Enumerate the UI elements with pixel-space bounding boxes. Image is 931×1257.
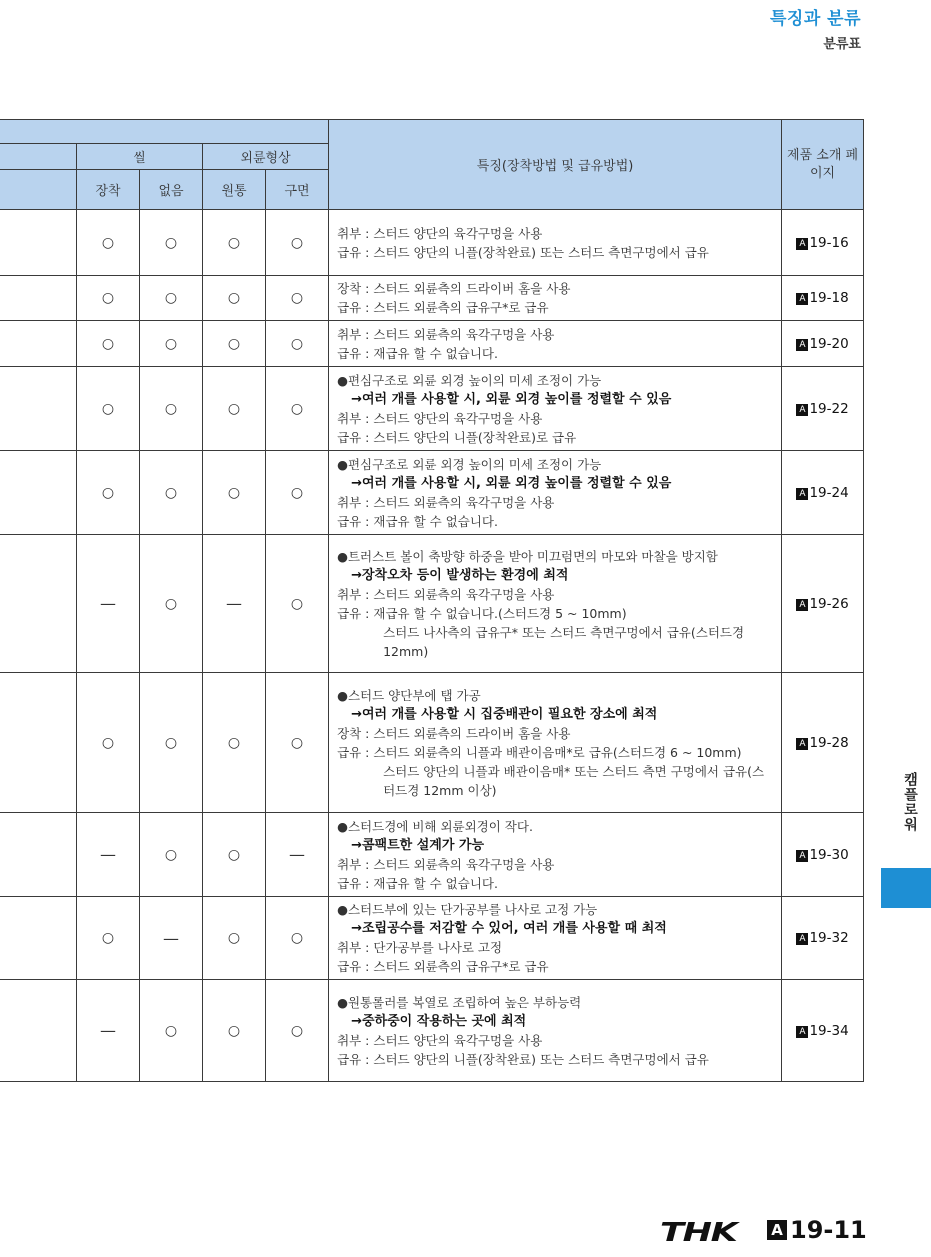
row-blank-cell	[0, 897, 77, 980]
feature-text: ●스터드 양단부에 탭 가공	[337, 687, 481, 703]
cylindrical-mark: ○	[203, 451, 266, 535]
method-line: 취부 : 스터드 외륜측의 육각구멍을 사용	[337, 494, 555, 510]
method-line: 급유 : 스터드 외륜측의 급유구*로 급유	[337, 959, 549, 974]
features-cell	[329, 980, 782, 1082]
method-line: 급유 : 재급유 할 수 없습니다.(스터드경 5 ~ 10mm)	[337, 605, 627, 621]
table-row	[0, 321, 864, 367]
features-cell	[329, 535, 782, 673]
page-link-text: 19-18	[809, 290, 849, 306]
page-prefix-icon: A	[796, 850, 808, 862]
page-link-text: 19-32	[809, 930, 849, 946]
page-link-text: 19-22	[809, 400, 849, 417]
table-row	[0, 980, 864, 1082]
page-link-text: 19-26	[809, 595, 849, 612]
page-prefix-icon: A	[796, 293, 808, 305]
page-link-text: 19-16	[809, 234, 849, 251]
row-blank-cell	[0, 535, 77, 673]
page-link[interactable]	[782, 451, 864, 535]
cylindrical-mark: ○	[203, 673, 266, 813]
row-blank-cell	[0, 980, 77, 1082]
seal-yes-mark: ○	[77, 321, 140, 367]
table-row	[0, 367, 864, 451]
method-line: 취부 : 스터드 양단의 육각구멍을 사용	[337, 1032, 543, 1048]
header-seal-yes: 장착	[77, 170, 140, 210]
spherical-mark: ○	[266, 451, 329, 535]
spherical-mark: ○	[266, 897, 329, 980]
feature-highlight: →여러 개를 사용할 시, 외륜 외경 높이를 정렬할 수 있음	[351, 475, 672, 491]
method-line: 급유 : 스터드 양단의 니플(장착완료) 또는 스터드 측면구멍에서 급유	[337, 244, 709, 260]
features-cell	[329, 673, 782, 813]
spherical-mark: ○	[266, 210, 329, 276]
footer-page-number	[767, 1216, 867, 1244]
spherical-mark: ○	[266, 980, 329, 1082]
page-prefix-icon: A	[796, 738, 808, 750]
classification-table	[0, 119, 864, 1082]
features-cell	[329, 276, 782, 321]
method-extra-line: 스터드 나사측의 급유구* 또는 스터드 측면구멍에서 급유(스터드경 12mm)	[383, 624, 745, 659]
row-blank-cell	[0, 367, 77, 451]
seal-yes-mark: ○	[77, 210, 140, 276]
seal-no-mark: ○	[140, 813, 203, 897]
seal-yes-mark: —	[77, 535, 140, 673]
table-row	[0, 276, 864, 321]
cylindrical-mark: ○	[203, 813, 266, 897]
feature-highlight: →장착오차 등이 발생하는 환경에 최적	[351, 567, 569, 583]
table-row	[0, 813, 864, 897]
cylindrical-mark: ○	[203, 897, 266, 980]
page-link[interactable]	[782, 367, 864, 451]
feature-highlight: →여러 개를 사용할 시 집중배관이 필요한 장소에 최적	[351, 706, 658, 722]
seal-yes-mark: ○	[77, 276, 140, 321]
header-page: 제품 소개 페이지	[782, 120, 864, 210]
method-line: 취부 : 스터드 양단의 육각구멍을 사용	[337, 225, 543, 241]
page-link[interactable]	[782, 897, 864, 980]
features-cell	[329, 897, 782, 980]
spherical-mark: ○	[266, 367, 329, 451]
section-subtitle: 분류표	[823, 37, 861, 52]
row-blank-cell	[0, 813, 77, 897]
cylindrical-mark: ○	[203, 321, 266, 367]
page-link[interactable]	[782, 673, 864, 813]
page-prefix-icon: A	[796, 599, 808, 611]
page-prefix-icon: A	[796, 933, 808, 945]
page-link-text: 19-34	[809, 1022, 849, 1039]
method-line: 급유 : 재급유 할 수 없습니다.	[337, 345, 498, 361]
page-link-text: 19-30	[809, 846, 849, 863]
seal-no-mark: ○	[140, 673, 203, 813]
method-line: 장착 : 스터드 외륜측의 드라이버 홈을 사용	[337, 725, 571, 741]
page-link[interactable]	[782, 813, 864, 897]
page-link[interactable]	[782, 321, 864, 367]
features-cell	[329, 451, 782, 535]
row-blank-cell	[0, 276, 77, 321]
method-line: 급유 : 스터드 외륜측의 급유구*로 급유	[337, 300, 549, 315]
seal-yes-mark: ○	[77, 367, 140, 451]
method-extra-line: 스터드 양단의 니플과 배관이음매* 또는 스터드 측면 구멍에서 급유(스터드경 12mm 이상)	[383, 763, 765, 798]
feature-text: ●트러스트 볼이 축방향 하중을 받아 미끄럼면의 마모와 마찰을 방지함	[337, 548, 718, 564]
table-row	[0, 673, 864, 813]
page-prefix-icon: A	[796, 1026, 808, 1038]
method-line: 급유 : 스터드 양단의 니플(장착완료)로 급유	[337, 429, 577, 445]
feature-highlight: →여러 개를 사용할 시, 외륜 외경 높이를 정렬할 수 있음	[351, 391, 672, 407]
header-outer-shape: 외륜형상	[203, 144, 329, 170]
page-link-text: 19-24	[809, 484, 849, 501]
features-cell	[329, 321, 782, 367]
spherical-mark: ○	[266, 673, 329, 813]
page-prefix-icon: A	[796, 339, 808, 351]
features-cell	[329, 367, 782, 451]
cylindrical-mark: ○	[203, 210, 266, 276]
seal-no-mark: ○	[140, 210, 203, 276]
page-link-text: 19-28	[809, 734, 849, 751]
page-prefix-icon: A	[796, 238, 808, 250]
seal-yes-mark: ○	[77, 673, 140, 813]
feature-text: ●편심구조로 외륜 외경 높이의 미세 조정이 가능	[337, 456, 602, 472]
table-body	[0, 210, 864, 1082]
seal-yes-mark: ○	[77, 897, 140, 980]
seal-no-mark: ○	[140, 535, 203, 673]
table-row	[0, 535, 864, 673]
row-blank-cell	[0, 451, 77, 535]
table-row	[0, 210, 864, 276]
cylindrical-mark: ○	[203, 367, 266, 451]
header-features: 특징(장착방법 및 급유방법)	[329, 120, 782, 210]
features-cell	[329, 210, 782, 276]
thk-logo: THK	[660, 1218, 737, 1248]
feature-text: ●스터드경에 비해 외륜외경이 작다.	[337, 818, 533, 834]
side-section-tab[interactable]	[881, 868, 931, 908]
spherical-mark: —	[266, 813, 329, 897]
feature-highlight: →콤팩트한 설계가 가능	[351, 837, 485, 853]
header-seal-no: 없음	[140, 170, 203, 210]
method-line: 취부 : 단가공부를 나사로 고정	[337, 940, 503, 955]
seal-yes-mark: ○	[77, 451, 140, 535]
row-blank-cell	[0, 210, 77, 276]
method-line: 취부 : 스터드 외륜측의 육각구멍을 사용	[337, 326, 555, 342]
seal-no-mark: ○	[140, 367, 203, 451]
feature-highlight: →조립공수를 저감할 수 있어, 여러 개를 사용할 때 최적	[351, 921, 667, 936]
header-blank	[0, 120, 329, 144]
method-line: 장착 : 스터드 외륜측의 드라이버 홈을 사용	[337, 281, 571, 296]
cylindrical-mark: ○	[203, 980, 266, 1082]
spherical-mark: ○	[266, 321, 329, 367]
header-blank-left	[0, 144, 77, 170]
section-title: 특징과 분류	[769, 9, 861, 29]
table-row	[0, 897, 864, 980]
header-cylindrical: 원통	[203, 170, 266, 210]
method-line: 취부 : 스터드 양단의 육각구멍을 사용	[337, 410, 543, 426]
method-line: 급유 : 재급유 할 수 없습니다.	[337, 513, 498, 529]
page-link[interactable]	[782, 276, 864, 321]
cylindrical-mark: ○	[203, 276, 266, 321]
seal-no-mark: —	[140, 897, 203, 980]
spherical-mark: ○	[266, 535, 329, 673]
feature-text: ●원통롤러를 복열로 조립하여 높은 부하능력	[337, 994, 582, 1010]
method-line: 취부 : 스터드 외륜측의 육각구멍을 사용	[337, 586, 555, 602]
page-link[interactable]	[782, 535, 864, 673]
method-line: 급유 : 스터드 외륜측의 니플과 배관이음매*로 급유(스터드경 6 ~ 10mm)	[337, 744, 742, 760]
feature-highlight: →중하중이 작용하는 곳에 최적	[351, 1013, 527, 1029]
page-prefix-icon: A	[796, 488, 808, 500]
page-link[interactable]	[782, 980, 864, 1082]
method-line: 취부 : 스터드 외륜측의 육각구멍을 사용	[337, 856, 555, 872]
seal-yes-mark: —	[77, 980, 140, 1082]
cylindrical-mark: —	[203, 535, 266, 673]
seal-no-mark: ○	[140, 451, 203, 535]
row-blank-cell	[0, 673, 77, 813]
header-blank-left-2	[0, 170, 77, 210]
row-blank-cell	[0, 321, 77, 367]
header-spherical: 구면	[266, 170, 329, 210]
page-number-text: 19-11	[790, 1216, 867, 1244]
seal-no-mark: ○	[140, 980, 203, 1082]
side-section-label: 캠플로워	[902, 772, 918, 832]
feature-text: ●편심구조로 외륜 외경 높이의 미세 조정이 가능	[337, 372, 602, 388]
method-line: 급유 : 재급유 할 수 없습니다.	[337, 875, 498, 891]
method-line: 급유 : 스터드 양단의 니플(장착완료) 또는 스터드 측면구멍에서 급유	[337, 1051, 709, 1067]
spherical-mark: ○	[266, 276, 329, 321]
seal-yes-mark: —	[77, 813, 140, 897]
features-cell	[329, 813, 782, 897]
page-prefix-icon: A	[767, 1220, 787, 1240]
page-link-text: 19-20	[809, 335, 849, 352]
seal-no-mark: ○	[140, 321, 203, 367]
seal-no-mark: ○	[140, 276, 203, 321]
feature-text: ●스터드부에 있는 단가공부를 나사로 고정 가능	[337, 902, 598, 917]
header-seal: 씰	[77, 144, 203, 170]
table-row	[0, 451, 864, 535]
page-prefix-icon: A	[796, 404, 808, 416]
page-link[interactable]	[782, 210, 864, 276]
